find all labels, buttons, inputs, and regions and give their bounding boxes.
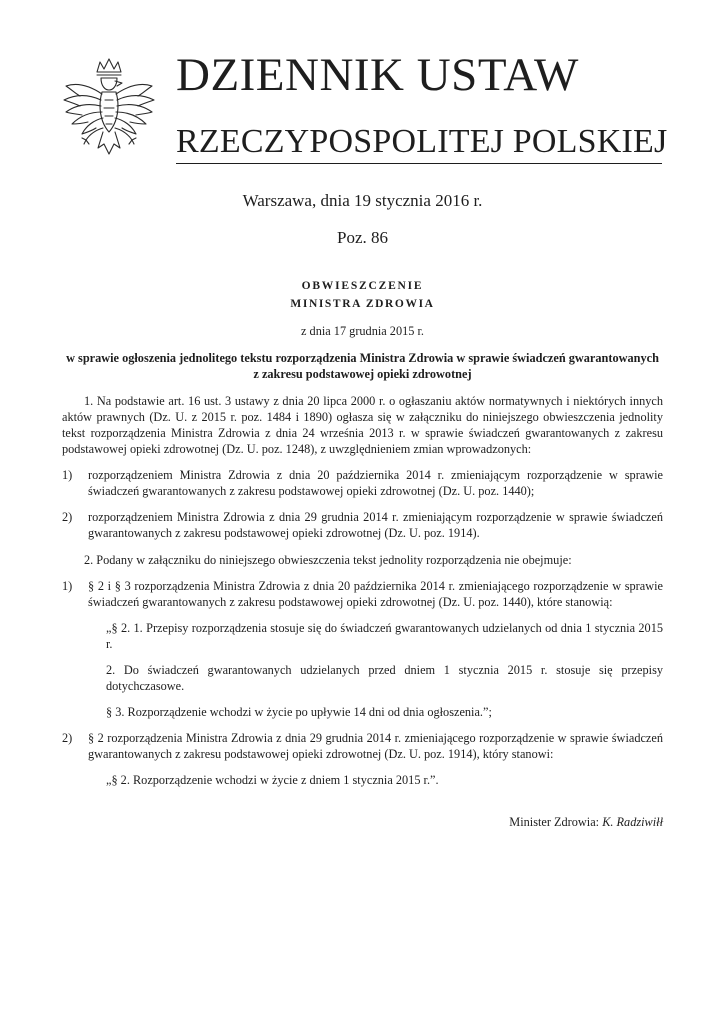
- signature-name: K. Radziwiłł: [602, 815, 663, 829]
- masthead-divider: [176, 163, 662, 164]
- list-item-text: § 2 rozporządzenia Ministra Zdrowia z dnia 29 grudnia 2014 r. zmieniającego rozporządzenie w sprawie świadczeń gwarantowanych z zakresu podstawowej opieki zdrowotnej (Dz. U. poz. 1914), który stanowi:: [88, 731, 663, 761]
- list-item-text: § 2 i § 3 rozporządzenia Ministra Zdrowia z dnia 20 października 2014 r. zmieniającego rozporządzenie w sprawie świadczeń gwarantowanych z zakresu podstawowej opieki zdrowotnej (Dz. U. poz. 1440), które stanowią:: [88, 579, 663, 609]
- signature-role: Minister Zdrowia:: [509, 815, 600, 829]
- list-item-number: 1): [62, 579, 73, 593]
- list-item: [62, 730, 663, 762]
- list-item-number: 1): [62, 468, 73, 482]
- quoted-provision: „§ 2. 1. Przepisy rozporządzenia stosuje się do świadczeń gwarantowanych udzielanych od dnia 1 stycznia 2015 r.: [106, 621, 663, 651]
- list-item: [62, 509, 663, 541]
- quoted-provision: 2. Do świadczeń gwarantowanych udzielanych przed dniem 1 stycznia 2015 r. stosuje się przepisy dotychczasowe.: [106, 663, 663, 693]
- paragraph-1: 1. Na podstawie art. 16 ust. 3 ustawy z dnia 20 lipca 2000 r. o ogłaszaniu aktów normatywnych i niektórych innych aktów prawnych (Dz. U. z 2015 r. poz. 1484 i 1890) ogłasza się w załączniku do niniejszego obwieszczenia jednolity tekst rozporządzenia Ministra Zdrowia z dnia 24 września 2013 r. w sprawie świadczeń gwarantowanych z zakresu podstawowej opieki zdrowotnej (Dz. U. poz. 1248), z uwzględnieniem zmian wprowadzonych:: [62, 394, 663, 456]
- list-item: [62, 467, 663, 499]
- document-body: [62, 278, 663, 830]
- list-item-number: 2): [62, 731, 73, 745]
- list-item-text: rozporządzeniem Ministra Zdrowia z dnia 20 października 2014 r. zmieniającym rozporządzenie w sprawie świadczeń gwarantowanych z zakresu podstawowej opieki zdrowotnej (Dz. U. poz. 1440);: [88, 468, 663, 498]
- gazette-title: DZIENNIK USTAW: [176, 49, 579, 101]
- signature: [62, 814, 663, 830]
- position-number: Poz. 86: [337, 228, 388, 247]
- list-item-text: rozporządzeniem Ministra Zdrowia z dnia 29 grudnia 2014 r. zmieniającym rozporządzenie w sprawie świadczeń gwarantowanych z zakresu podstawowej opieki zdrowotnej (Dz. U. poz. 1914).: [88, 510, 663, 540]
- gazette-subtitle: RZECZYPOSPOLITEJ POLSKIEJ: [176, 123, 668, 160]
- paragraph-2: 2. Podany w załączniku do niniejszego obwieszczenia tekst jednolity rozporządzenia nie obejmuje:: [84, 553, 572, 567]
- document-subject-line: w sprawie ogłoszenia jednolitego tekstu rozporządzenia Ministra Zdrowia w sprawie świadczeń gwarantowanych: [66, 351, 659, 365]
- document-date: z dnia 17 grudnia 2015 r.: [301, 324, 424, 338]
- quoted-provision: § 3. Rozporządzenie wchodzi w życie po upływie 14 dni od dnia ogłoszenia.”;: [106, 705, 492, 719]
- document-type: OBWIESZCZENIE: [301, 280, 424, 292]
- list-item: [62, 578, 663, 610]
- list-item-number: 2): [62, 510, 73, 524]
- polish-eagle-emblem-icon: [60, 56, 158, 166]
- document-subject-line: z zakresu podstawowej opieki zdrowotnej: [253, 367, 472, 381]
- document-subject: [62, 350, 663, 382]
- publication-date: Warszawa, dnia 19 stycznia 2016 r.: [242, 191, 483, 210]
- document-issuer: MINISTRA ZDROWIA: [290, 298, 435, 310]
- quoted-provision: „§ 2. Rozporządzenie wchodzi w życie z dniem 1 stycznia 2015 r.”.: [106, 773, 439, 787]
